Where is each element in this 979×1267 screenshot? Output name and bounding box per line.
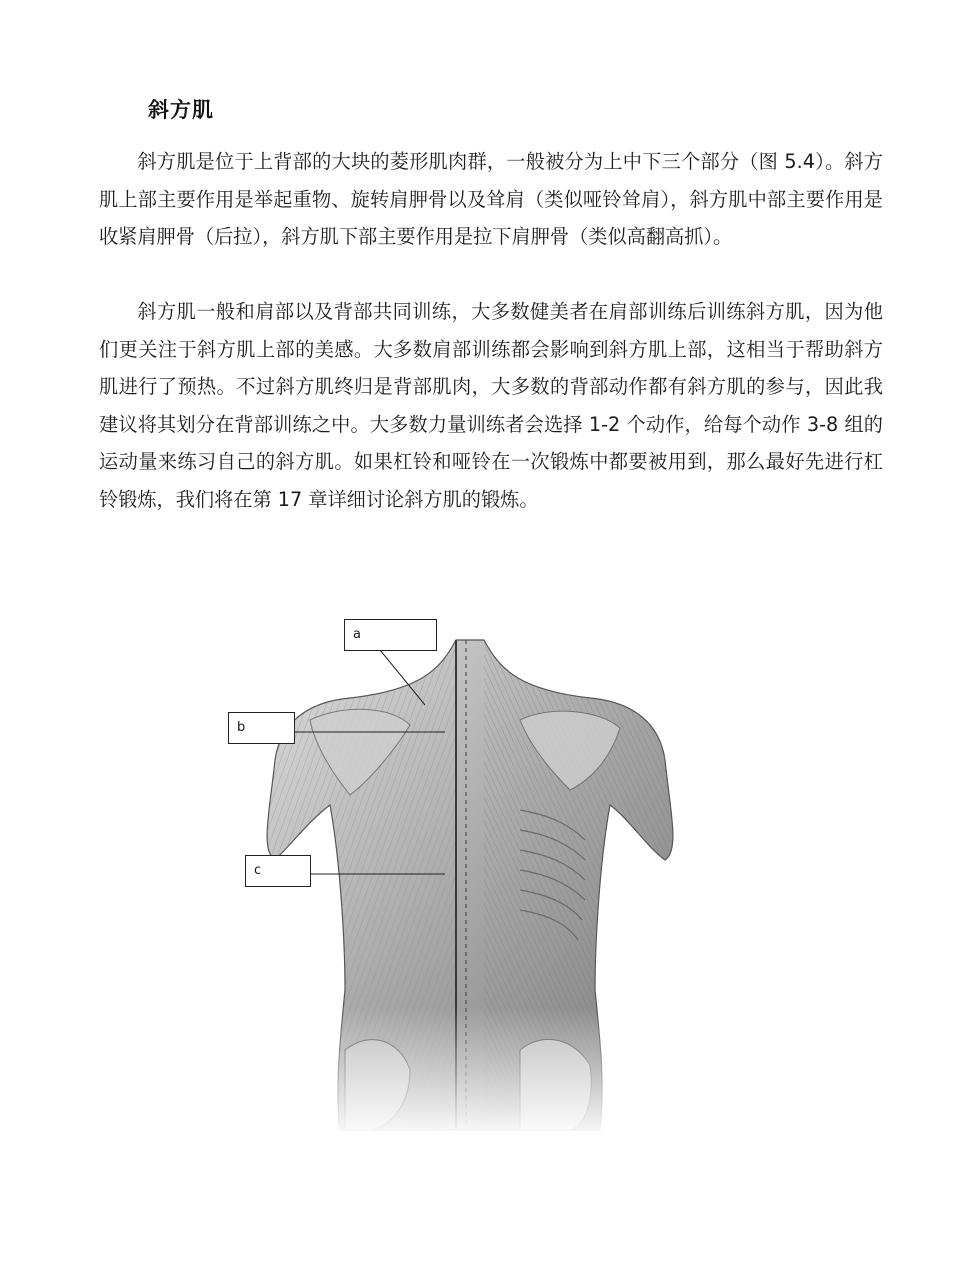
back-muscle-illustration bbox=[220, 610, 690, 1140]
label-a: a bbox=[344, 619, 437, 651]
section-heading: 斜方肌 bbox=[148, 97, 214, 122]
label-b: b bbox=[228, 712, 295, 744]
label-c: c bbox=[245, 855, 311, 887]
paragraph-2: 斜方肌一般和肩部以及背部共同训练，大多数健美者在肩部训练后训练斜方肌，因为他们更关注于斜方肌上部的美感。大多数肩部训练都会影响到斜方肌上部，这相当于帮助斜方肌进行了预热。不过斜方肌终归是背部肌肉，大多数的背部动作都有斜方肌的参与，因此我建议将其划分在背部训练之中。大多数力量训练者会选择 1-2 个动作，给每个动作 3-8 组的运动量来练习自己的斜方肌。如果杠铃和哑铃在一次锻炼中都要被用到，那么最好先进行杠铃锻炼，我们将在第 17 章详细讨论斜方肌的锻炼。 bbox=[99, 300, 883, 511]
paragraph-1: 斜方肌是位于上背部的大块的菱形肌肉群，一般被分为上中下三个部分（图 5.4）。斜方肌上部主要作用是举起重物、旋转肩胛骨以及耸肩（类似哑铃耸肩），斜方肌中部主要作用是收紧肩胛骨（后拉），斜方肌下部主要作用是拉下肩胛骨（类似高翻高抓）。 bbox=[99, 150, 883, 248]
